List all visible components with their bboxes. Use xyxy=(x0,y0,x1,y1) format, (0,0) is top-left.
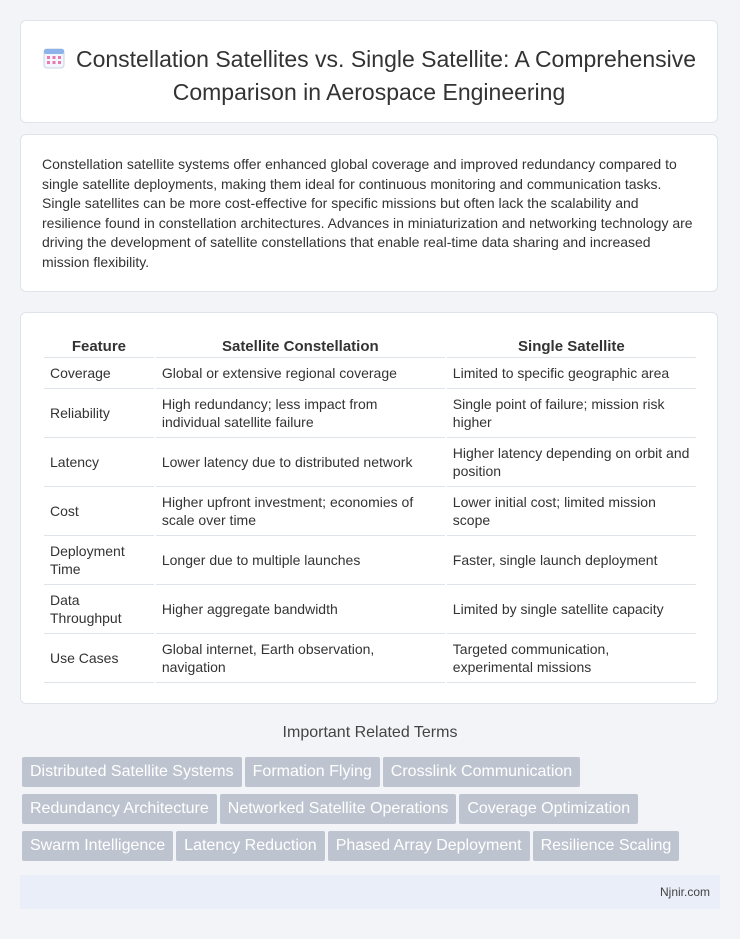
single-cell: Lower initial cost; limited mission scope xyxy=(447,487,696,536)
feature-cell: Deployment Time xyxy=(44,536,154,585)
page-title-text: Constellation Satellites vs. Single Satellite: A Comprehensive Comparison in Aerospace Engineering xyxy=(75,46,697,105)
table-row xyxy=(44,585,696,634)
feature-cell: Data Throughput xyxy=(44,585,154,634)
calendar-icon xyxy=(42,46,66,77)
single-cell: Limited by single satellite capacity xyxy=(447,585,696,634)
feature-cell: Cost xyxy=(44,487,154,536)
table-row xyxy=(44,487,696,536)
intro-card xyxy=(20,134,718,292)
table-row xyxy=(44,389,696,438)
single-cell: Targeted communication, experimental missions xyxy=(447,634,696,683)
single-cell: Limited to specific geographic area xyxy=(447,358,696,389)
constellation-cell: Global internet, Earth observation, navigation xyxy=(156,634,445,683)
site-name[interactable]: Njnir.com xyxy=(659,885,710,899)
comparison-table xyxy=(42,335,698,683)
related-terms-list xyxy=(22,757,722,868)
feature-cell: Use Cases xyxy=(44,634,154,683)
header-single: Single Satellite xyxy=(447,335,696,358)
single-cell: Faster, single launch deployment xyxy=(447,536,696,585)
feature-cell: Latency xyxy=(44,438,154,487)
term-tag[interactable]: Networked Satellite Operations xyxy=(220,794,457,824)
title-card xyxy=(20,20,718,123)
term-tag[interactable]: Resilience Scaling xyxy=(533,831,680,861)
table-row xyxy=(44,634,696,683)
term-tag[interactable]: Swarm Intelligence xyxy=(22,831,173,861)
term-tag[interactable]: Redundancy Architecture xyxy=(22,794,217,824)
page-title xyxy=(41,44,697,107)
single-cell: Single point of failure; mission risk higher xyxy=(447,389,696,438)
table-row xyxy=(44,536,696,585)
header-feature: Feature xyxy=(44,335,154,358)
single-cell: Higher latency depending on orbit and position xyxy=(447,438,696,487)
term-tag[interactable]: Coverage Optimization xyxy=(459,794,638,824)
term-tag[interactable]: Latency Reduction xyxy=(176,831,325,861)
feature-cell: Reliability xyxy=(44,389,154,438)
term-tag[interactable]: Distributed Satellite Systems xyxy=(22,757,242,787)
term-tag[interactable]: Formation Flying xyxy=(245,757,380,787)
constellation-cell: Higher aggregate bandwidth xyxy=(156,585,445,634)
header-constellation: Satellite Constellation xyxy=(156,335,445,358)
constellation-cell: High redundancy; less impact from individual satellite failure xyxy=(156,389,445,438)
intro-paragraph: Constellation satellite systems offer enhanced global coverage and improved redundancy compared to single satellite deployments, making them ideal for continuous monitoring and communication tasks. Single satellites can be more cost-effective for specific missions but often lack the scalability and resilience found in constellation architectures. Advances in miniaturization and networking technology are driving the development of satellite constellations that enable real-time data sharing and increased mission flexibility. xyxy=(42,156,693,270)
term-tag[interactable]: Phased Array Deployment xyxy=(328,831,530,861)
constellation-cell: Lower latency due to distributed network xyxy=(156,438,445,487)
feature-cell: Coverage xyxy=(44,358,154,389)
table-row xyxy=(44,438,696,487)
table-row xyxy=(44,358,696,389)
constellation-cell: Higher upfront investment; economies of scale over time xyxy=(156,487,445,536)
related-terms-title: Important Related Terms xyxy=(282,724,458,741)
constellation-cell: Global or extensive regional coverage xyxy=(156,358,445,389)
comparison-table-card xyxy=(20,312,718,704)
table-header-row xyxy=(44,335,696,358)
constellation-cell: Longer due to multiple launches xyxy=(156,536,445,585)
footer xyxy=(20,875,720,909)
term-tag[interactable]: Crosslink Communication xyxy=(383,757,580,787)
